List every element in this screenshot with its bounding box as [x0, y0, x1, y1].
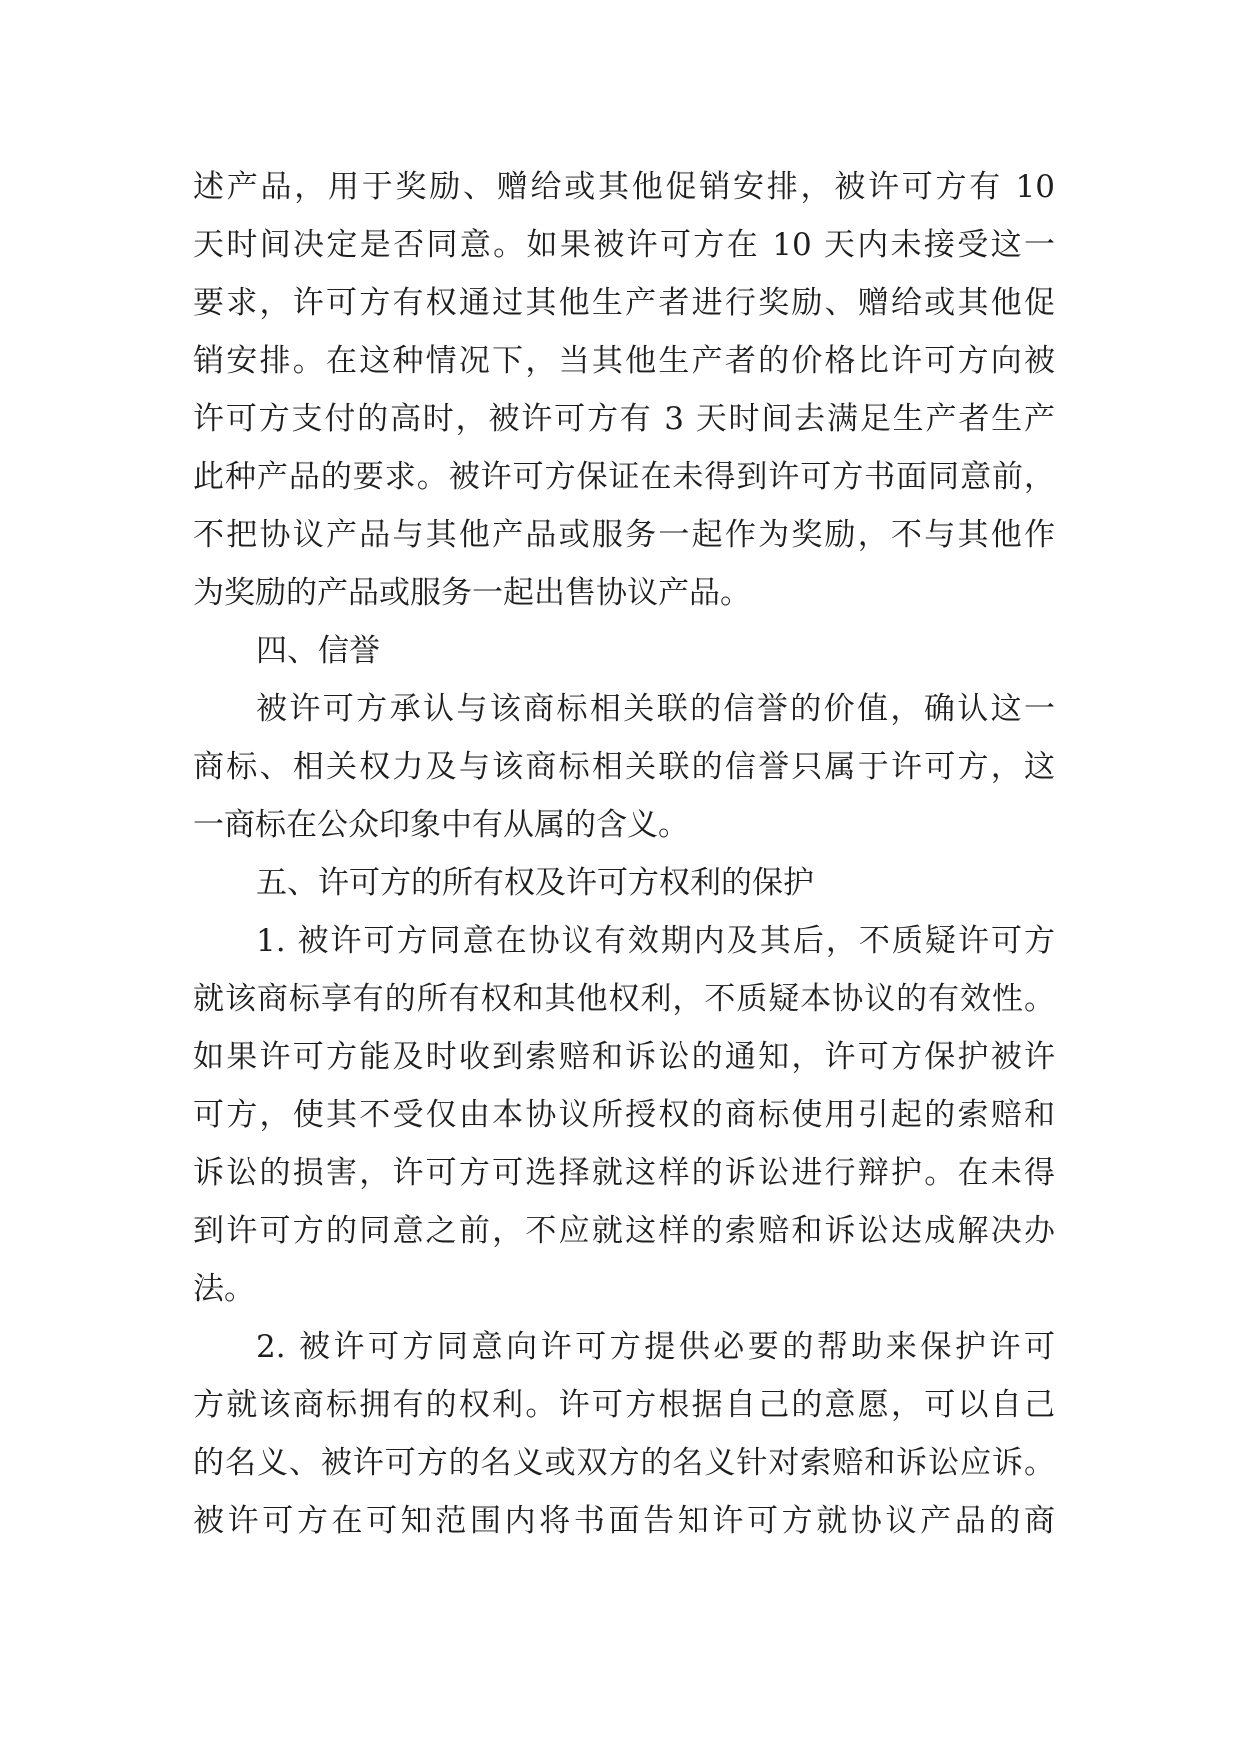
- body-text-line: 此种产品的要求。被许可方保证在未得到许可方书面同意前，: [193, 459, 1055, 495]
- body-text-line: 不把协议产品与其他产品或服务一起作为奖励，不与其他作: [193, 517, 1055, 553]
- body-text-line: 就该商标享有的所有权和其他权利，不质疑本协议的有效性。: [193, 981, 1055, 1017]
- body-text-line: 天时间决定是否同意。如果被许可方在 10 天内未接受这一: [193, 227, 1055, 263]
- body-text-line: 要求，许可方有权通过其他生产者进行奖励、赠给或其他促: [193, 285, 1055, 321]
- body-text-line: 1. 被许可方同意在协议有效期内及其后，不质疑许可方: [256, 923, 1055, 959]
- body-text-line: 的名义、被许可方的名义或双方的名义针对索赔和诉讼应诉。: [193, 1445, 1055, 1481]
- section-heading: 五、许可方的所有权及许可方权利的保护: [256, 865, 814, 901]
- body-text-line: 法。: [193, 1271, 255, 1307]
- body-text-line: 可方，使其不受仅由本协议所授权的商标使用引起的索赔和: [193, 1097, 1055, 1133]
- body-text-line: 如果许可方能及时收到索赔和诉讼的通知，许可方保护被许: [193, 1039, 1055, 1075]
- body-text-line: 为奖励的产品或服务一起出售协议产品。: [193, 575, 751, 611]
- body-text-line: 到许可方的同意之前，不应就这样的索赔和诉讼达成解决办: [193, 1213, 1055, 1249]
- body-text-line: 诉讼的损害，许可方可选择就这样的诉讼进行辩护。在未得: [193, 1155, 1055, 1191]
- body-text-line: 许可方支付的高时，被许可方有 3 天时间去满足生产者生产: [193, 401, 1055, 437]
- body-text-line: 2. 被许可方同意向许可方提供必要的帮助来保护许可: [256, 1329, 1055, 1365]
- body-text-line: 被许可方承认与该商标相关联的信誉的价值，确认这一: [256, 691, 1055, 727]
- section-heading: 四、信誉: [256, 633, 380, 669]
- body-text-line: 一商标在公众印象中有从属的含义。: [193, 807, 689, 843]
- body-text-line: 被许可方在可知范围内将书面告知许可方就协议产品的商: [193, 1503, 1055, 1539]
- body-text-line: 述产品，用于奖励、赠给或其他促销安排，被许可方有 10: [193, 169, 1055, 205]
- body-text-line: 方就该商标拥有的权利。许可方根据自己的意愿，可以自己: [193, 1387, 1055, 1423]
- body-text-line: 销安排。在这种情况下，当其他生产者的价格比许可方向被: [193, 343, 1055, 379]
- body-text-line: 商标、相关权力及与该商标相关联的信誉只属于许可方，这: [193, 749, 1055, 785]
